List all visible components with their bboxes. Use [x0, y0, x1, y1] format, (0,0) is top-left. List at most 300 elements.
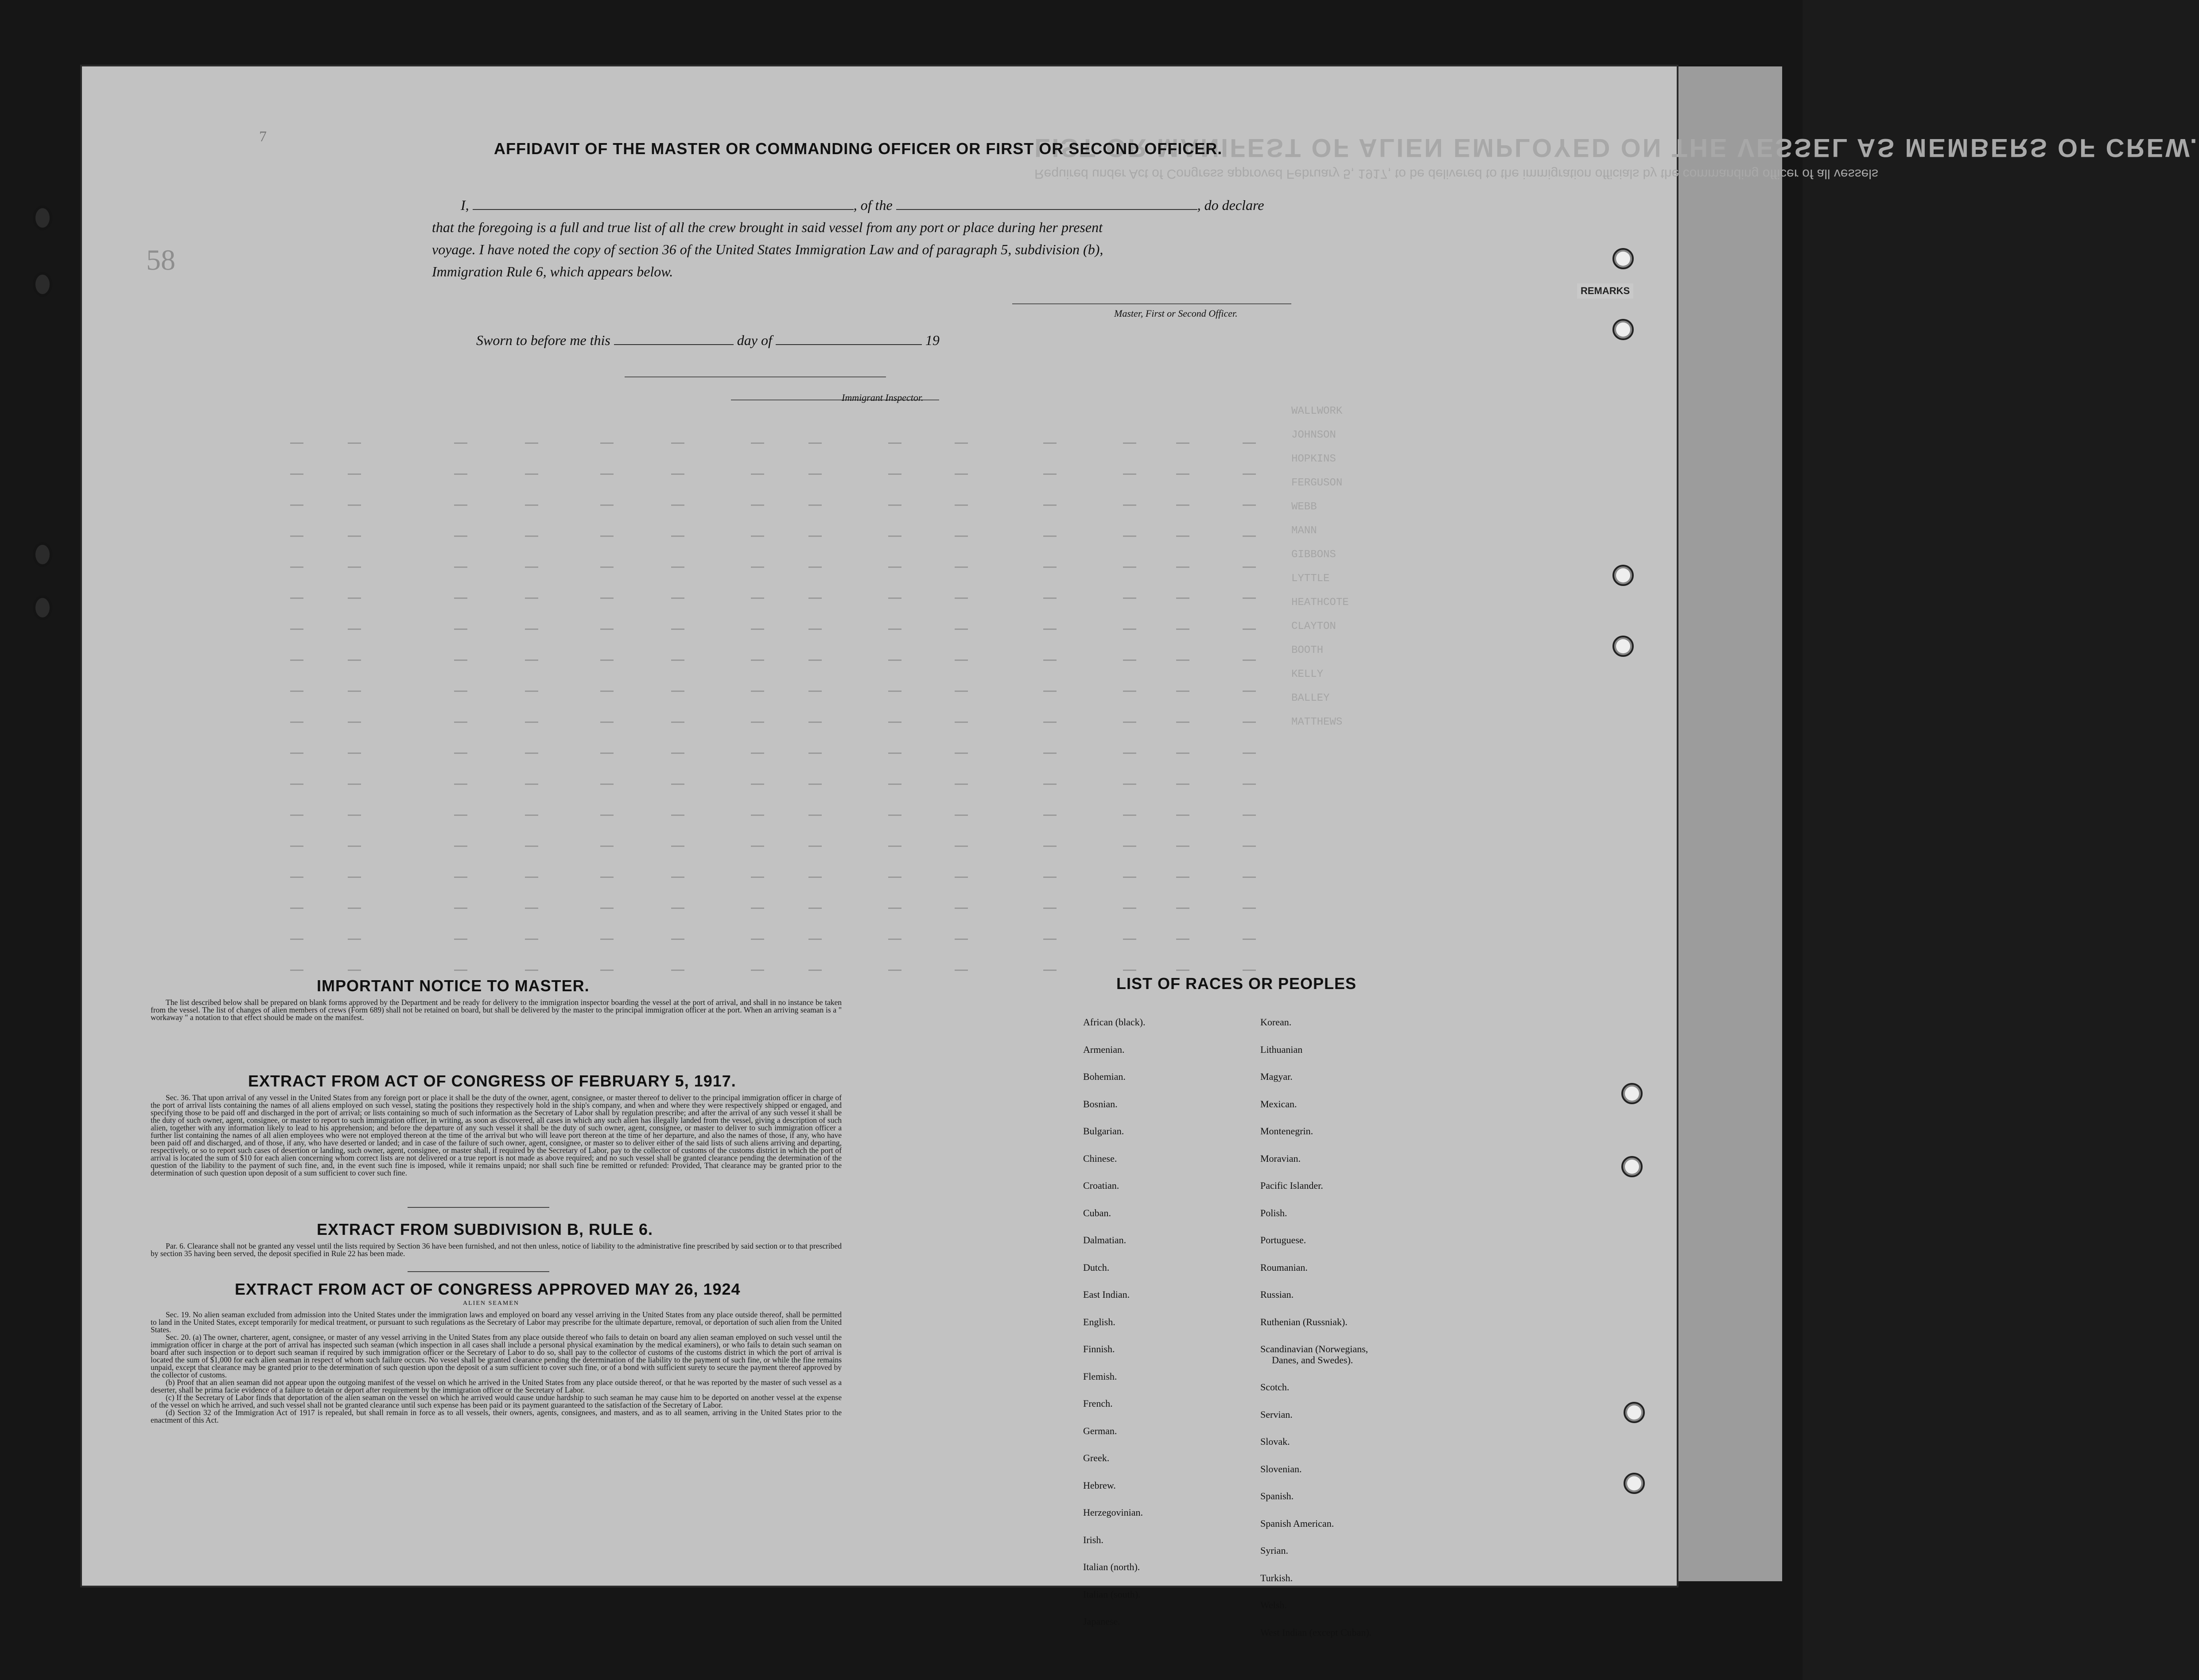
dash-mark: [600, 566, 614, 568]
dash-mark: [808, 504, 822, 506]
dash-mark: [525, 691, 538, 692]
dash-mark: [751, 629, 764, 630]
dash-mark: [454, 660, 467, 661]
dash-mark: [348, 939, 361, 940]
master-signature-line[interactable]: [1012, 303, 1291, 304]
dash-mark: [955, 629, 968, 630]
dash-mark: [600, 629, 614, 630]
race-item: Lithuanian: [1260, 1044, 1303, 1055]
dash-mark: [1243, 784, 1256, 785]
dash-mark: [1176, 660, 1189, 661]
punch-hole: [1621, 1156, 1643, 1177]
dash-mark: [1243, 970, 1256, 971]
dash-mark: [808, 691, 822, 692]
notice-title: IMPORTANT NOTICE TO MASTER.: [317, 977, 590, 995]
race-item: Bosnian.: [1083, 1098, 1118, 1110]
bleed-through-row: [202, 780, 1663, 788]
extract-1924-title: EXTRACT FROM ACT OF CONGRESS APPROVED MAY 26, 1924: [235, 1280, 741, 1298]
dash-mark: [671, 722, 684, 723]
dash-mark: [348, 442, 361, 444]
dash-mark: [955, 908, 968, 909]
dash-mark: [751, 722, 764, 723]
punch-hole: [1624, 1402, 1645, 1423]
dash-mark: [1043, 598, 1057, 599]
dash-mark: [1123, 504, 1136, 506]
dash-mark: [1043, 846, 1057, 847]
dash-mark: [290, 566, 303, 568]
dash-mark: [671, 877, 684, 878]
dash-mark: [1176, 908, 1189, 909]
dash-mark: [955, 970, 968, 971]
dash-mark: [290, 691, 303, 692]
dash-mark: [348, 784, 361, 785]
race-item: Herzegovinian.: [1083, 1507, 1143, 1518]
dash-mark: [348, 815, 361, 816]
bleed-through-row: [202, 873, 1663, 881]
dash-mark: [751, 535, 764, 537]
dash-mark: [955, 877, 968, 878]
dash-mark: [888, 442, 901, 444]
race-item: West Indian (except Cuban).: [1260, 1626, 1372, 1638]
dash-mark: [1176, 753, 1189, 754]
dash-mark: [600, 691, 614, 692]
race-item: Croatian.: [1083, 1180, 1119, 1191]
dash-mark: [1176, 566, 1189, 568]
dash-mark: [671, 846, 684, 847]
dash-mark: [955, 691, 968, 692]
dash-mark: [454, 939, 467, 940]
dash-mark: [290, 970, 303, 971]
bleed-through-names: WALLWORK JOHNSON HOPKINS FERGUSON WEBB MANN GIBBONS LYTTLE HEATHCOTE CLAYTON BOOTH KELLY BALLEY MATTHEWS: [1291, 405, 1349, 728]
dash-mark: [290, 846, 303, 847]
dash-mark: [525, 908, 538, 909]
bleed-through-row: [202, 469, 1663, 478]
dash-mark: [808, 846, 822, 847]
dash-mark: [751, 753, 764, 754]
dash-mark: [671, 939, 684, 940]
dash-mark: [290, 784, 303, 785]
inspector-signature-line-1[interactable]: [625, 376, 886, 377]
dash-mark: [808, 473, 822, 475]
dash-mark: [1176, 877, 1189, 878]
dash-mark: [671, 442, 684, 444]
punch-hole: [1621, 1083, 1643, 1104]
dash-mark: [1176, 722, 1189, 723]
dash-mark: [290, 535, 303, 537]
dash-mark: [751, 504, 764, 506]
bleed-through-row: [202, 594, 1663, 602]
dash-mark: [888, 753, 901, 754]
dash-mark: [1243, 753, 1256, 754]
dash-mark: [751, 877, 764, 878]
dash-mark: [1176, 473, 1189, 475]
dash-mark: [888, 504, 901, 506]
underlying-page: [1666, 66, 1782, 1581]
dash-mark: [454, 784, 467, 785]
dash-mark: [1043, 629, 1057, 630]
dash-mark: [600, 970, 614, 971]
dash-mark: [1043, 908, 1057, 909]
race-item: Moravian.: [1260, 1152, 1301, 1164]
dash-mark: [1043, 535, 1057, 537]
race-item: Magyar.: [1260, 1071, 1293, 1082]
dash-mark: [525, 442, 538, 444]
dash-mark: [525, 566, 538, 568]
dash-mark: [600, 535, 614, 537]
dash-mark: [671, 504, 684, 506]
dash-mark: [290, 722, 303, 723]
dash-mark: [348, 753, 361, 754]
dash-mark: [1123, 939, 1136, 940]
dash-mark: [808, 566, 822, 568]
race-item: African (black).: [1083, 1017, 1146, 1028]
dash-mark: [454, 504, 467, 506]
affidavit-line-2: that the foregoing is a full and true list of all the crew brought in said vessel from any port or place during her present: [432, 219, 1103, 235]
dash-mark: [808, 970, 822, 971]
bleed-through-row: [202, 656, 1663, 664]
dash-mark: [525, 504, 538, 506]
dash-mark: [671, 691, 684, 692]
dash-mark: [600, 846, 614, 847]
race-item: Montenegrin.: [1260, 1125, 1313, 1137]
dash-mark: [600, 908, 614, 909]
bleed-through-row: [202, 501, 1663, 509]
race-item: Dalmatian.: [1083, 1234, 1127, 1245]
dash-mark: [751, 846, 764, 847]
dash-mark: [808, 722, 822, 723]
dash-mark: [671, 598, 684, 599]
dash-mark: [525, 629, 538, 630]
affidavit-line-4: Immigration Rule 6, which appears below.: [432, 264, 673, 279]
dash-mark: [600, 598, 614, 599]
dash-mark: [1123, 535, 1136, 537]
dash-mark: [290, 908, 303, 909]
bleed-through-subtitle: Required under Act of Congress approved February 5, 1917, to be delivered to the immigration officials by the commanding officer of all vessels: [1034, 167, 1878, 181]
dash-mark: [888, 722, 901, 723]
rule-6-title: EXTRACT FROM SUBDIVISION B, RULE 6.: [317, 1220, 653, 1238]
dash-mark: [1043, 877, 1057, 878]
dash-mark: [1123, 442, 1136, 444]
dash-mark: [1123, 846, 1136, 847]
dash-mark: [600, 660, 614, 661]
dash-mark: [525, 660, 538, 661]
bleed-through-title: LIST OR MANIFEST OF ALIEN EMPLOYED ON THE VESSEL AS MEMBERS OF CREW.: [1034, 133, 2199, 162]
race-item: Flemish.: [1083, 1370, 1117, 1382]
race-item: French.: [1083, 1398, 1113, 1409]
race-item: Russian.: [1260, 1289, 1294, 1300]
dash-mark: [1243, 846, 1256, 847]
race-item: Japanese.: [1083, 1616, 1120, 1627]
bleed-through-row: [202, 687, 1663, 695]
dash-mark: [1243, 815, 1256, 816]
dash-mark: [600, 753, 614, 754]
dash-mark: [1043, 753, 1057, 754]
dash-mark: [525, 784, 538, 785]
dash-mark: [671, 473, 684, 475]
dash-mark: [671, 970, 684, 971]
dash-mark: [1176, 691, 1189, 692]
dash-mark: [525, 815, 538, 816]
dash-mark: [1123, 566, 1136, 568]
bleed-through-row: [202, 842, 1663, 850]
dash-mark: [751, 660, 764, 661]
dash-mark: [1043, 815, 1057, 816]
dash-mark: [808, 784, 822, 785]
dash-mark: [955, 566, 968, 568]
dash-mark: [1176, 846, 1189, 847]
punch-hole: [1612, 565, 1634, 586]
affidavit-line-1: I, , of the , do declare: [461, 197, 1264, 213]
dash-mark: [600, 877, 614, 878]
dash-mark: [600, 473, 614, 475]
dash-mark: [888, 846, 901, 847]
binding-hole: [35, 275, 50, 294]
dash-mark: [348, 877, 361, 878]
affidavit-line-3: voyage. I have noted the copy of section 36 of the United States Immigration Law and of paragraph 5, subdivision (b),: [432, 241, 1103, 257]
dash-mark: [454, 753, 467, 754]
sworn-line: Sworn to before me this day of 19: [476, 332, 940, 348]
bleed-through-row: [202, 935, 1663, 943]
corner-mark: 7: [259, 128, 267, 145]
dash-mark: [1123, 908, 1136, 909]
dash-mark: [1243, 535, 1256, 537]
race-item: Danes, and Swedes).: [1272, 1354, 1353, 1366]
binding-hole: [35, 598, 50, 617]
dash-mark: [808, 598, 822, 599]
sworn-day-blank[interactable]: [614, 333, 734, 345]
dash-mark: [1243, 691, 1256, 692]
dash-mark: [671, 566, 684, 568]
dash-mark: [808, 535, 822, 537]
dash-mark: [348, 846, 361, 847]
dash-mark: [600, 504, 614, 506]
dash-mark: [290, 598, 303, 599]
dash-mark: [1123, 660, 1136, 661]
dash-mark: [454, 629, 467, 630]
dash-mark: [525, 473, 538, 475]
punch-hole: [1624, 1473, 1645, 1494]
punch-hole: [1612, 248, 1634, 269]
punch-hole: [1612, 319, 1634, 340]
dash-mark: [1243, 566, 1256, 568]
page-number: 58: [146, 244, 175, 276]
dash-mark: [955, 722, 968, 723]
dash-mark: [888, 784, 901, 785]
dash-mark: [888, 660, 901, 661]
dash-mark: [1043, 691, 1057, 692]
dash-mark: [808, 753, 822, 754]
race-item: Slovenian.: [1260, 1463, 1302, 1474]
race-item: English.: [1083, 1316, 1115, 1327]
dash-mark: [1043, 722, 1057, 723]
dash-mark: [454, 442, 467, 444]
dash-mark: [1176, 442, 1189, 444]
bleed-through-row: [202, 625, 1663, 633]
dash-mark: [1176, 504, 1189, 506]
dash-mark: [888, 535, 901, 537]
dash-mark: [888, 629, 901, 630]
dash-mark: [600, 722, 614, 723]
punch-hole: [1612, 636, 1634, 657]
dash-mark: [454, 877, 467, 878]
dash-mark: [751, 598, 764, 599]
race-item: Welsh.: [1260, 1599, 1287, 1611]
dash-mark: [808, 939, 822, 940]
race-item: Scandinavian (Norwegians,: [1260, 1343, 1368, 1354]
race-item: Portuguese.: [1260, 1234, 1306, 1245]
dash-mark: [348, 504, 361, 506]
dash-mark: [808, 877, 822, 878]
dash-mark: [1243, 722, 1256, 723]
dash-mark: [1176, 598, 1189, 599]
dash-mark: [1176, 784, 1189, 785]
dash-mark: [1123, 753, 1136, 754]
dash-mark: [348, 908, 361, 909]
dash-mark: [348, 598, 361, 599]
dash-mark: [348, 473, 361, 475]
bleed-through-row: [202, 966, 1663, 974]
race-item: Ruthenian (Russniak).: [1260, 1316, 1348, 1327]
extract-1917-body: Sec. 36. That upon arrival of any vessel in the United States from any foreign port or place it shall be the duty of the owner, agent, consignee, or master thereof to deliver to the principal immigration officer in charge of the port of arrival lists containing the names of all aliens employed on such vessel, stating the positions they respectively hold in the ship's company, and when and where they were respectively shipped or engaged, and specifying those to be paid off and discharged in the port of arrival; or lists containing so much of such information as the Secretary of Labor shall by regulation prescribe; and after the arrival of any such vessel it shall be the duty of such owner, agent, consignee, or master to report to such immigration officer, in writing, as soon as discovered, all cases in which any such alien has illegally landed from the vessel, giving a description of such alien, together with any information likely to lead to his apprehension; and before the departure of any such vessel it shall be the duty of such owner, agent, consignee, or master to deliver to such immigration officer a further list containing the names of all alien employees who were not employed thereon at the time of the arrival but who will leave port thereon at the time of her departure, and also the names of those, if any, who have been paid off and discharged, and of those, if any, who have deserted or landed; and in case of the failure of such owner, agent, consignee, or master so to deliver either of the said lists of such aliens arriving and departing, respectively, or so to report such cases of desertion or landing, such owner, agent, consignee, or master shall, if required by the Secretary of Labor, pay to the collector of customs of the customs district in which the port of arrival is located the sum of $10 for each alien concerning whom correct lists are not delivered or a true report is not made as above required; and no such vessel shall be granted clearance pending the determination of the question of the liability to the payment of such fine, and, in the event such fine is imposed, while it remains unpaid; nor shall such fine be remitted or refunded: Provided, That clearance may be granted prior to the determination of such question upon deposit of a sum sufficient to cover such fine.: [151, 1093, 842, 1177]
dash-mark: [1123, 473, 1136, 475]
dash-mark: [1123, 970, 1136, 971]
dash-mark: [454, 846, 467, 847]
race-item: East Indian.: [1083, 1289, 1130, 1300]
dash-mark: [955, 442, 968, 444]
bleed-through-row: [202, 438, 1663, 447]
race-item: Spanish.: [1260, 1490, 1294, 1502]
dash-mark: [751, 473, 764, 475]
race-item: Korean.: [1260, 1017, 1292, 1028]
dash-mark: [955, 504, 968, 506]
name-blank[interactable]: [473, 198, 854, 210]
dash-mark: [1176, 970, 1189, 971]
dash-mark: [955, 846, 968, 847]
dash-mark: [751, 815, 764, 816]
dash-mark: [1043, 504, 1057, 506]
divider-1: [408, 1207, 549, 1208]
notice-body: The list described below shall be prepared on blank forms approved by the Department and be ready for delivery to the immigration inspector boarding the vessel at the port of arrival, and shall in no instance be taken from the vessel. The list of changes of alien members of crews (Form 689) shall not be retained on board, but shall be delivered by the master to the principal immigration officer at the port. When an arriving seaman is a " workaway " a notation to that effect should be made on the manifest.: [151, 998, 842, 1022]
dash-mark: [955, 784, 968, 785]
dash-mark: [1123, 784, 1136, 785]
dash-mark: [888, 598, 901, 599]
dash-mark: [671, 784, 684, 785]
dash-mark: [1043, 660, 1057, 661]
dash-mark: [955, 598, 968, 599]
race-item: Cuban.: [1083, 1207, 1111, 1218]
binding-hole: [35, 208, 50, 228]
dash-mark: [1243, 877, 1256, 878]
dash-mark: [671, 753, 684, 754]
dash-mark: [955, 535, 968, 537]
dash-mark: [1243, 473, 1256, 475]
dash-mark: [348, 535, 361, 537]
bleed-through-row: [202, 532, 1663, 540]
dash-mark: [1043, 566, 1057, 568]
dash-mark: [525, 846, 538, 847]
bleed-through-row: [202, 563, 1663, 571]
dash-mark: [808, 908, 822, 909]
race-item: Spanish American.: [1260, 1517, 1334, 1529]
dash-mark: [1123, 722, 1136, 723]
dash-mark: [600, 442, 614, 444]
dash-mark: [751, 442, 764, 444]
race-item: Chinese.: [1083, 1152, 1117, 1164]
document-page: [82, 66, 2199, 1638]
dash-mark: [1243, 908, 1256, 909]
race-item: Hebrew.: [1083, 1479, 1116, 1491]
dash-mark: [888, 908, 901, 909]
race-item: Mexican.: [1260, 1098, 1297, 1110]
dash-mark: [1123, 877, 1136, 878]
dash-mark: [348, 691, 361, 692]
race-item: Turkish.: [1260, 1572, 1293, 1583]
dash-mark: [751, 939, 764, 940]
dash-mark: [454, 970, 467, 971]
dash-mark: [454, 691, 467, 692]
dash-mark: [808, 660, 822, 661]
dash-mark: [671, 535, 684, 537]
dash-mark: [1176, 939, 1189, 940]
rule-6-body: Par. 6. Clearance shall not be granted any vessel until the lists required by Section 36 have been furnished, and not then unless, notice of liability to the administrative fine prescribed by said section or to that prescribed by section 35 having been served, the deposit specified in Rule 22 has been made.: [151, 1242, 842, 1258]
dash-mark: [348, 629, 361, 630]
race-item: Servian.: [1260, 1408, 1293, 1420]
vessel-blank[interactable]: [896, 198, 1197, 210]
dash-mark: [1243, 939, 1256, 940]
dash-mark: [671, 629, 684, 630]
bleed-through-row: [202, 718, 1663, 726]
inspector-caption: Immigrant Inspector.: [842, 392, 924, 403]
dash-mark: [1123, 691, 1136, 692]
dash-mark: [1243, 504, 1256, 506]
dash-mark: [955, 660, 968, 661]
dash-mark: [671, 660, 684, 661]
dash-mark: [290, 939, 303, 940]
dash-mark: [454, 535, 467, 537]
dash-mark: [1123, 629, 1136, 630]
dash-mark: [751, 784, 764, 785]
dash-mark: [1043, 784, 1057, 785]
dash-mark: [290, 504, 303, 506]
dash-mark: [290, 753, 303, 754]
dash-mark: [525, 535, 538, 537]
dash-mark: [1176, 629, 1189, 630]
dash-mark: [600, 784, 614, 785]
dash-mark: [348, 722, 361, 723]
dash-mark: [808, 815, 822, 816]
dash-mark: [1043, 473, 1057, 475]
dash-mark: [525, 598, 538, 599]
dash-mark: [671, 815, 684, 816]
dash-mark: [525, 722, 538, 723]
dash-mark: [454, 815, 467, 816]
bleed-through-row: [202, 749, 1663, 757]
dash-mark: [1123, 815, 1136, 816]
dash-mark: [290, 473, 303, 475]
sworn-month-blank[interactable]: [776, 333, 922, 345]
bleed-through-row: [202, 904, 1663, 912]
dash-mark: [525, 753, 538, 754]
bleed-through-row: [202, 811, 1663, 819]
dash-mark: [290, 660, 303, 661]
dash-mark: [348, 970, 361, 971]
dash-mark: [290, 815, 303, 816]
race-item: Polish.: [1260, 1207, 1287, 1218]
race-item: Scotch.: [1260, 1381, 1290, 1393]
remarks-label: REMARKS: [1577, 283, 1633, 299]
dash-mark: [751, 970, 764, 971]
dash-mark: [1243, 629, 1256, 630]
